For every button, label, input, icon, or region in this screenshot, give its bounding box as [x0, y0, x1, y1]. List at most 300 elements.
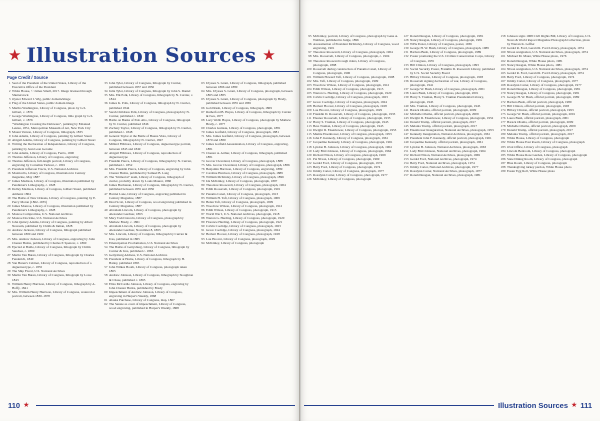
credit-entry: [102, 282, 194, 290]
entry-credit-text: McKinley, portrait, Library of Congress, photograph by Gene A. Walthon, published in Judge, 1896: [313, 34, 399, 43]
entry-credit-text: Rosalynn Carter, Library of Congress, photograph, 1977: [507, 83, 582, 88]
entry-page-number: 142: [403, 111, 409, 116]
entry-page-number: 91: [201, 228, 205, 233]
entry-page-number: 93: [201, 236, 205, 241]
credit-entry: [199, 142, 293, 150]
entry-credit-text: Rosalynn Carter, National Archives, photograph, 1977: [410, 169, 482, 174]
entry-page-number: 165: [500, 70, 506, 75]
credit-entry: [5, 290, 97, 298]
entry-page-number: 128: [403, 38, 409, 43]
entry-page-number: 28: [7, 261, 11, 266]
entry-credit-text: Abigail Adams, Library of Congress, painting by Gilbert Stuart: [12, 138, 96, 143]
entry-credit-text: William H. Taft, Library of Congress, photograph, 1909: [206, 195, 280, 200]
entry-credit-text: Lou Hoover, Library of Congress, photograph, 1929: [206, 236, 275, 241]
entry-credit-text: Andrew Johnson, Library of Congress, lithograph by Stoughton & Chase, published c. 1865: [109, 273, 194, 282]
entry-credit-text: Melania Trump, official portrait, photograph, 2017: [410, 124, 477, 129]
entry-credit-text: Mrs. Lincoln, Library of Congress, lithograph by Currier & Ives, published in 1865: [109, 232, 188, 241]
entry-credit-text: Barbara Bush, official portrait, photograph, 1989: [507, 99, 572, 104]
entry-page-number: 72: [201, 142, 205, 147]
entry-credit-text: Charles Guiteau, Library of Congress, photograph, 1881: [206, 126, 281, 131]
entry-page-number: 144: [403, 119, 409, 124]
entry-page-number: 20: [7, 203, 11, 208]
entry-page-number: 75: [201, 162, 205, 167]
entry-page-number: 141: [403, 107, 409, 112]
entry-credit-text: Dolley Madison, Library of Congress, Gilbert Stuart, published Amherst 1804: [12, 187, 96, 196]
entry-credit-text: Barack Obama, official portrait, photograph, 2009: [410, 107, 477, 112]
entry-credit-text: Florence Harding, Library of Congress, photograph, 1921: [206, 220, 283, 225]
entry-credit-text: Mrs. James Garfield, Library of Congress, photograph, between 1870 and 1880: [206, 134, 291, 143]
entry-page-number: 111: [306, 115, 312, 120]
entry-credit-text: General Taylor at the Battle of Buena Vista, Library of Congress, lithograph by N. Currier, 1847: [109, 134, 181, 143]
credit-entry: [102, 290, 194, 298]
entry-credit-text: Warren G. Harding, Library of Congress, photograph, 1920: [313, 91, 392, 96]
entry-credit-text: Ejected at Battle, Library of Congress, lithograph by Childs Sanchez, c. 1890: [12, 244, 91, 253]
credit-entry: [5, 171, 97, 179]
entry-page-number: 30: [7, 273, 11, 278]
entry-page-number: 106: [306, 95, 312, 100]
credit-entry: [199, 241, 293, 245]
entry-credit-text: Barbara Bush, Library of Congress, photograph, 1989: [410, 50, 482, 55]
credit-entry: [5, 237, 97, 245]
entry-page-number: 59: [104, 281, 108, 286]
credit-entry: [5, 204, 97, 212]
entry-credit-text: Lyndon B. Johnson, Library of Congress, photograph, 1964: [313, 144, 392, 149]
entry-page-number: 122: [306, 160, 312, 165]
entry-page-number: 114: [306, 128, 312, 133]
entry-page-number: 68: [201, 117, 205, 122]
credit-entry: [102, 224, 194, 232]
entry-page-number: 36: [104, 101, 108, 106]
credit-entry: [102, 126, 194, 134]
entry-credit-text: Poster promoting the U.S. Civilian Conservation Corps, Library of Congress, 1935: [410, 54, 495, 63]
entry-credit-text: Mrs. Taft, Library of Congress, photograph, 1909: [313, 79, 379, 84]
entry-credit-text: Gerald R. Ford, Gerald R. Ford Library, photograph, 1974: [507, 46, 584, 51]
page-footer: [300, 398, 592, 412]
entry-page-number: 90: [201, 224, 205, 229]
entry-page-number: 162: [500, 58, 506, 63]
entry-page-number: 58: [104, 273, 108, 278]
entry-page-number: 74: [201, 158, 205, 163]
credit-entry: [306, 42, 399, 50]
footer-divider: [304, 405, 494, 406]
entry-credit-text: White House Rose Garden, Library of Congress, photograph: [507, 152, 588, 157]
credit-entry: [403, 95, 496, 103]
entry-credit-text: James Buchanan, Library of Congress, lithograph by N. Currier, published between 1835 and 1856: [109, 183, 194, 192]
entry-credit-text: Edith Wilson, Library of Congress, photograph, 1915: [313, 87, 384, 92]
entry-credit-text: Flag of the United States, public domain image: [12, 101, 75, 106]
entry-page-number: 171: [500, 95, 506, 100]
credit-entry: [403, 173, 496, 177]
entry-credit-text: Lucy Webb Hayes, Library of Congress, photograph by Mathew Brady, c. 1877: [206, 117, 291, 126]
entry-page-number: 60: [104, 289, 108, 294]
entry-page-number: 145: [403, 124, 409, 129]
entry-page-number: 34: [104, 89, 108, 94]
entry-page-number: 157: [403, 173, 409, 178]
entry-credit-text: Eliza McCardle Johnson, Library of Congress, engraving by John Chester Buttre, published by Brady: [109, 281, 189, 290]
entry-page-number: 126: [306, 177, 312, 182]
entry-page-number: 177: [500, 119, 506, 124]
star-icon: ★: [262, 45, 276, 64]
entry-page-number: 164: [500, 66, 506, 71]
credit-entry: [5, 106, 97, 114]
entry-credit-text: The Ship Fiscal, U.S. National Archives: [12, 269, 65, 274]
entry-credit-text: Woodrow Wilson, Library of Congress, photograph, 1912: [313, 83, 390, 88]
entry-page-number: 119: [306, 148, 312, 153]
entry-page-number: 123: [306, 165, 312, 169]
entry-credit-text: Chester A. Arthur, Library of Congress, lithograph, published 1881: [206, 150, 288, 159]
entry-credit-text: Battle on Banks of Palo Alto, Library of Congress, lithograph by N. Currier, published 1846: [109, 117, 191, 126]
credit-entry: [5, 273, 97, 281]
credit-entry: [102, 216, 194, 224]
credit-entry: [403, 79, 496, 87]
entry-credit-text: World War I, U.S. National Archives, photograph, 1918: [206, 212, 280, 216]
entry-credit-text: Social Security Poster, Franklin D. Roosevelt Library, published by U.S. Social Security Board: [410, 66, 495, 75]
entry-page-number: 154: [403, 160, 409, 165]
entry-credit-text: Mrs. Elk Polk, Library of Congress, lithograph by N. Currier, c. 1844: [109, 93, 194, 102]
credit-entry: [102, 101, 194, 109]
entry-page-number: 112: [306, 119, 312, 124]
entry-page-number: 54: [104, 244, 108, 249]
entry-page-number: 156: [403, 169, 409, 174]
entry-page-number: 21: [7, 212, 11, 216]
entry-credit-text: Julia Tyler, Library of Congress, lithograph by John S. Daniel: [109, 89, 191, 94]
entry-credit-text: Mamie Eisenhower, Library of Congress, photograph, 1953: [313, 132, 392, 137]
entry-page-number: 179: [500, 128, 506, 133]
entry-credit-text: Van Buren's Cabinet, Library of Congress, reproduction of a daguerreotype, c. 1855: [12, 261, 92, 270]
page-number: 111: [580, 400, 592, 410]
credit-entry: [199, 134, 293, 142]
credit-entry: [5, 245, 97, 253]
entry-credit-text: Mrs. Andrew Jackson, Library of Congress, engraving by John Chester Buttre, published by Charles P. Spencer, c. 1860: [12, 236, 95, 245]
credit-entry: [500, 34, 593, 46]
entry-credit-text: Betty Ford, National Archives, photograph, 1974: [410, 160, 475, 165]
entry-credit-text: William Henry Harrison, Library of Congress, lithograph by A. Hoffy, 1841: [12, 281, 96, 290]
entry-page-number: 43: [104, 158, 108, 163]
entry-credit-text: Abraham Lincoln, Library of Congress, photograph by Alexander Gardner, November 8, 1863: [109, 224, 182, 233]
entry-page-number: 23: [7, 220, 11, 225]
entry-credit-text: Emancipation Proclamation, U.S. National Archives: [109, 240, 178, 245]
entry-page-number: 187: [500, 160, 506, 165]
entry-credit-text: Harry S. Truman, Library of Congress, photograph, 1945: [313, 119, 389, 124]
credit-entry: [102, 159, 194, 167]
entry-page-number: 56: [104, 257, 108, 262]
entry-credit-text: Bill Clinton, official portrait, photograph, 1993: [507, 103, 570, 108]
entry-page-number: 96: [308, 42, 312, 47]
entry-credit-text: Eleanor Roosevelt, Library of Congress, photograph, 1933: [313, 115, 391, 120]
entry-page-number: 19: [7, 195, 11, 200]
entry-credit-text: Impeachment of Andrew Johnson, Library of Congress, engraving in Harper's Weekly, 1868: [109, 289, 183, 298]
entry-page-number: 120: [306, 152, 312, 157]
credits-column-3: [199, 81, 293, 245]
entry-page-number: 160: [500, 50, 506, 55]
entry-page-number: 65: [201, 97, 205, 102]
entry-credit-text: Jacqueline Kennedy, official portrait, photograph, 1961: [410, 140, 483, 145]
entry-page-number: 137: [403, 87, 409, 92]
entry-credit-text: Ulysses S. Grant, Library of Congress, photograph by Brady, published between 1855 and 1865: [206, 97, 287, 106]
credit-entry: [5, 220, 97, 228]
entry-page-number: 26: [7, 244, 11, 249]
entry-page-number: 73: [201, 150, 205, 155]
entry-credit-text: Jimmy Carter, National Archives, photograph, 1977: [410, 165, 479, 169]
entry-credit-text: Mrs. Ulysses S. Grant, Library of Congress, photograph, between 1865 and 1885: [206, 89, 293, 98]
entry-page-number: 69: [201, 126, 205, 131]
entry-credit-text: Thomas Jefferson, full-length portrait, Library of Congress, engraving by Cornelius Tiebout, c. 1801: [12, 158, 91, 167]
entry-credit-text: Michelle Obama, official portrait, photograph, 2009: [507, 124, 576, 129]
entry-page-number: 1: [8, 81, 11, 85]
credit-entry: [199, 89, 293, 97]
entry-page-number: 83: [201, 195, 205, 200]
entry-credit-text: Gold Rush, Library of Congress, lithograph, 1869: [206, 105, 272, 110]
footer-divider: [36, 405, 295, 406]
entry-page-number: 63: [201, 81, 205, 85]
entry-page-number: 110: [306, 111, 312, 116]
entry-page-number: 82: [201, 191, 205, 196]
credit-entry: [102, 183, 194, 191]
entry-credit-text: Alaska Purchase, Library of Congress, map, 1867: [109, 297, 175, 302]
entry-credit-text: Mrs. Truman, Library of Congress, photograph, 1945: [410, 103, 481, 108]
entry-page-number: 45: [104, 175, 108, 180]
entry-credit-text: White House, © James Small, 2017. Image licensed through Shutterstock: [12, 89, 92, 98]
entry-credit-text: Donald Trump, official portrait, photograph, 2017: [507, 128, 573, 133]
entry-page-number: 89: [201, 220, 205, 225]
entry-credit-text: Helen Taft, Library of Congress, photograph, 1909: [206, 199, 274, 204]
entry-page-number: 84: [201, 199, 205, 204]
credit-entry: [306, 59, 399, 67]
entry-credit-text: Martin Van Buren, Library of Congress, lithograph by Charles Fenderich, 1840: [12, 252, 95, 262]
entry-credit-text: Monticello, Library of Congress, illustration in Century magazine, May 1887: [12, 171, 86, 180]
entry-page-number: 189: [500, 169, 506, 174]
entry-page-number: 16: [7, 171, 11, 176]
entry-credit-text: William McKinley, Library of Congress, photograph, 1896: [206, 175, 284, 180]
page-title: [8, 40, 300, 70]
credit-entry: [102, 118, 194, 126]
entry-page-number: 109: [306, 107, 312, 112]
entry-credit-text: Jimmy Carter, Library of Congress, photograph, 1977: [507, 79, 579, 84]
entry-page-number: 2: [8, 89, 11, 94]
entry-page-number: 118: [306, 144, 312, 149]
entry-credit-text: Mrs. Grover Cleveland, Library of Congress, photograph, 1886: [206, 162, 290, 167]
entry-page-number: 108: [306, 103, 312, 108]
entry-page-number: 70: [201, 130, 205, 135]
entry-credit-text: Jacqueline Kennedy, Library of Congress, photograph, 1961: [313, 140, 393, 145]
credit-entry: [102, 273, 194, 281]
entry-credit-text: John Wilkes Booth, Library of Congress, photograph taken 1865: [109, 265, 187, 274]
credit-entry: [102, 192, 194, 200]
entry-page-number: 39: [104, 126, 108, 131]
entry-credit-text: Harriet Lane, Library of Congress, engraving published in Century Magazine, 1887: [109, 191, 186, 200]
entry-credit-text: Ronald Reagan, Library of Congress, photograph, 1981: [410, 34, 484, 38]
entry-credit-text: Rosalynn Carter, Library of Congress, photograph, 1977: [313, 173, 388, 178]
entry-page-number: 38: [104, 117, 108, 122]
entry-credit-text: Dred Scott, Library of Congress, wood engraving published in Century Magazine, 1887: [109, 199, 192, 208]
column-header: Page Credit / Source: [7, 75, 48, 80]
entry-credit-text: Hillary Clinton, Library of Congress, photograph, 1993: [410, 74, 484, 79]
entry-page-number: 55: [104, 252, 108, 257]
entry-page-number: 76: [201, 166, 205, 171]
entry-credit-text: Lou Hoover, Library of Congress, photograph, 1929: [313, 107, 382, 112]
entry-page-number: 32: [7, 289, 11, 294]
entry-page-number: 116: [306, 136, 312, 141]
entry-page-number: 158: [500, 34, 506, 38]
entry-page-number: 185: [500, 152, 506, 157]
star-icon: ★: [571, 401, 578, 409]
entry-page-number: 97: [308, 50, 312, 55]
entry-credit-text: Bess Truman, Library of Congress, photograph, 1945: [313, 124, 384, 129]
entry-page-number: 57: [104, 265, 108, 270]
entry-credit-text: Edith Wilson, Library of Congress, photograph, 1915: [206, 207, 277, 212]
credit-entry: [500, 169, 593, 173]
entry-credit-text: Abigail Fillmore, Library of Congress, reproduction of daguerreotype: [109, 150, 182, 159]
entry-page-number: 64: [201, 89, 205, 94]
entry-page-number: 48: [104, 199, 108, 204]
entry-page-number: 163: [500, 62, 506, 67]
entry-credit-text: Pat Nixon, Library of Congress, photograph, 1969: [313, 156, 380, 161]
entry-credit-text: WPA Poster, Library of Congress, poster, 1936: [410, 42, 472, 47]
credit-entry: [102, 134, 194, 142]
credit-entry: [102, 81, 194, 89]
entry-credit-text: James Garfield, Library of Congress, photograph, 1881: [206, 130, 279, 135]
entry-page-number: 161: [500, 54, 506, 59]
entry-credit-text: Gerald Ford, Library of Congress, photograph, 1974: [313, 160, 383, 165]
entry-page-number: 8: [8, 130, 11, 135]
entry-credit-text: Richard Nixon, Library of Congress, photograph, 1969: [313, 152, 386, 157]
entry-credit-text: Nixon resignation, U.S. National Archives, photograph, 1974: [507, 50, 588, 55]
credit-entry: [102, 265, 194, 273]
entry-page-number: 147: [403, 132, 409, 137]
entry-page-number: 135: [403, 74, 409, 79]
credit-entry: [199, 118, 293, 126]
entry-credit-text: Franklin D. Roosevelt, Library of Congress, photograph, 1933: [313, 111, 396, 116]
entry-credit-text: Dwight D. Eisenhower, Library of Congress, photograph, 1953: [313, 128, 397, 133]
entry-credit-text: Herbert Hoover, Library of Congress, photograph, 1928: [313, 103, 387, 108]
entry-credit-text: The Battle of Gettysburg, Library of Congress, lithograph by Currier & Ives, published c. 1863: [109, 244, 190, 253]
entry-credit-text: Thanksgiving turkey pardon, White House photo: [507, 165, 572, 169]
entry-page-number: 176: [500, 115, 506, 120]
entry-credit-text: Zachary Taylor, Library of Congress, lithograph by N. Currier, published c. 1848: [109, 126, 192, 135]
entry-credit-text: Nixon resignation, U.S. National Archives, photograph, 1974: [507, 66, 588, 71]
book-gutter: [299, 0, 301, 421]
entry-credit-text: Hillary Clinton, official portrait, photograph, 1993: [507, 107, 574, 112]
entry-credit-text: Abraham Lincoln, Library of Congress, photograph by Alexander Gardner, 1863: [109, 207, 182, 216]
entry-credit-text: Thomas Jefferson, Library of Congress, engraving: [12, 154, 79, 159]
entry-page-number: 94: [201, 240, 205, 245]
credit-entry: [102, 142, 194, 150]
credit-entry: [5, 187, 97, 195]
credit-entry: [102, 110, 194, 118]
entry-credit-text: Ronald Reagan, National Archives, photograph, 1981: [410, 173, 481, 178]
entry-page-number: 151: [403, 148, 409, 153]
entry-page-number: 37: [104, 109, 108, 114]
entry-page-number: 95: [308, 34, 312, 38]
right-page: [300, 0, 600, 421]
entry-credit-text: McKinley, Library of Congress, photograph: [206, 240, 265, 245]
entry-credit-text: Calvin Coolidge, Library of Congress, photograph, 1923: [206, 224, 281, 229]
running-title: Illustration Sources: [498, 400, 569, 410]
entry-credit-text: Michelle Obama, official portrait, photograph, 2009: [410, 111, 479, 116]
entry-credit-text: Melania Trump, official portrait, photograph, 2017: [507, 132, 574, 137]
entry-page-number: 121: [306, 156, 312, 161]
entry-credit-text: Dwight D. Eisenhower, Library of Congress, photograph, 1952: [410, 115, 494, 120]
entry-page-number: 15: [7, 166, 11, 171]
entry-page-number: 53: [104, 240, 108, 245]
entry-page-number: 25: [7, 236, 11, 241]
entry-credit-text: Assassination of President McKinley, Library of Congress, wood engraving, 1901: [313, 42, 399, 51]
entry-page-number: 143: [403, 115, 409, 120]
entry-page-number: 78: [201, 175, 205, 180]
entry-credit-text: Seal of the President of the United States, Library of the Executive Office of the President: [12, 81, 87, 90]
entry-page-number: 138: [403, 91, 409, 96]
credit-entry: [102, 208, 194, 216]
entry-credit-text: Mount Vernon, Library of Congress, lithograph, 1835: [12, 130, 83, 135]
entry-credit-text: Lincoln Bedroom, Library of Congress, photograph: [507, 148, 576, 153]
entry-page-number: 85: [201, 203, 205, 208]
entry-page-number: 127: [403, 34, 409, 38]
entry-credit-text: George Washington, Library of Congress, litho graph by G.S. Gilbert, c. 1876: [12, 113, 94, 122]
entry-credit-text: Lady Bird Johnson, National Archives, photograph, 1964: [410, 148, 486, 153]
credit-entry: [5, 114, 97, 122]
entry-page-number: 173: [500, 103, 506, 108]
credits-column-1: [5, 81, 97, 298]
entry-page-number: 183: [500, 144, 506, 149]
entry-page-number: 105: [306, 91, 312, 96]
credit-entry: [306, 177, 399, 181]
entry-credit-text: Eisenhower Inauguration, National Archives, photograph, 1953: [410, 128, 494, 133]
entry-credit-text: Michael M. Maier, White House photo, 1976: [507, 54, 567, 59]
entry-page-number: 172: [500, 99, 506, 104]
entry-credit-text: Mrs. Roosevelt, Library of Congress, photograph, c. 1904: [313, 54, 390, 59]
entry-page-number: 131: [403, 50, 409, 55]
entry-page-number: 174: [500, 107, 506, 112]
entry-credit-text: George W. Bush, Library of Congress, photograph, 2001: [410, 87, 485, 92]
entry-credit-text: Theodore Roosevelt, Library of Congress, photograph, 1904: [206, 183, 286, 188]
entry-page-number: 169: [500, 87, 506, 92]
entry-page-number: 139: [403, 95, 409, 100]
entry-credit-text: Oyster Edward I. Wig, public domain/image: [12, 97, 71, 102]
entry-page-number: 11: [7, 142, 11, 147]
credit-entry: [199, 151, 293, 159]
entry-credit-text: James Monroe, Library of Congress, illustration published by Pendleton's Lithography, c. 1828: [12, 203, 94, 212]
entry-credit-text: Betty Ford, Library of Congress, photograph, 1974: [313, 165, 381, 169]
credit-entry: [102, 257, 194, 265]
credit-entry: [102, 167, 194, 175]
entry-page-number: 87: [201, 212, 205, 216]
entry-credit-text: Mrs. Franklin Pierce, Library of Congress, engraving by John Chester Buttre, published by Samuel B. Lang: [109, 166, 191, 176]
entry-credit-text: Edith Roosevelt, Library of Congress, photograph, 1901: [206, 187, 281, 192]
entry-credit-text: President at Home, Library of Congress, lithograph by H. Bailey, published 1865: [109, 257, 185, 266]
entry-page-number: 129: [403, 42, 409, 47]
entry-credit-text: Monroe Doctrine, U.S. National Archives: [12, 216, 68, 221]
title-divider: [8, 71, 299, 72]
entry-credit-text: Richard Nixon, National Archives, photograph, 1969: [410, 152, 480, 157]
entry-page-number: 134: [403, 66, 409, 71]
entry-credit-text: Calvin Coolidge, Library of Congress, photograph, 1923: [313, 95, 388, 100]
entry-page-number: 5: [8, 105, 11, 110]
credit-entry: [5, 253, 97, 261]
credit-entry: [306, 67, 399, 75]
entry-credit-text: Sarah Childress Polk, Library of Congress, photograph by N. Currier, published c. 1849: [109, 109, 190, 118]
entry-credit-text: President John F. Kennedy, official portrait, photograph, 1961: [410, 136, 492, 141]
entry-page-number: 136: [403, 79, 409, 84]
page-number: 110: [8, 400, 21, 410]
entry-credit-text: James K. Polk, Library of Congress, lithograph by N. Currier, published 1844: [109, 101, 191, 110]
entry-credit-text: George H. W. Bush, Library of Congress, photograph, 1989: [410, 46, 489, 51]
credit-entry: [102, 200, 194, 208]
credit-entry: [5, 159, 97, 167]
entry-credit-text: Nancy Reagan, Library of Congress, photograph, 1981: [410, 38, 483, 43]
entry-page-number: 17: [7, 179, 11, 184]
entry-page-number: 13: [7, 154, 11, 159]
entry-credit-text: Ronald Reagan, White House photo, 1981: [507, 58, 563, 63]
